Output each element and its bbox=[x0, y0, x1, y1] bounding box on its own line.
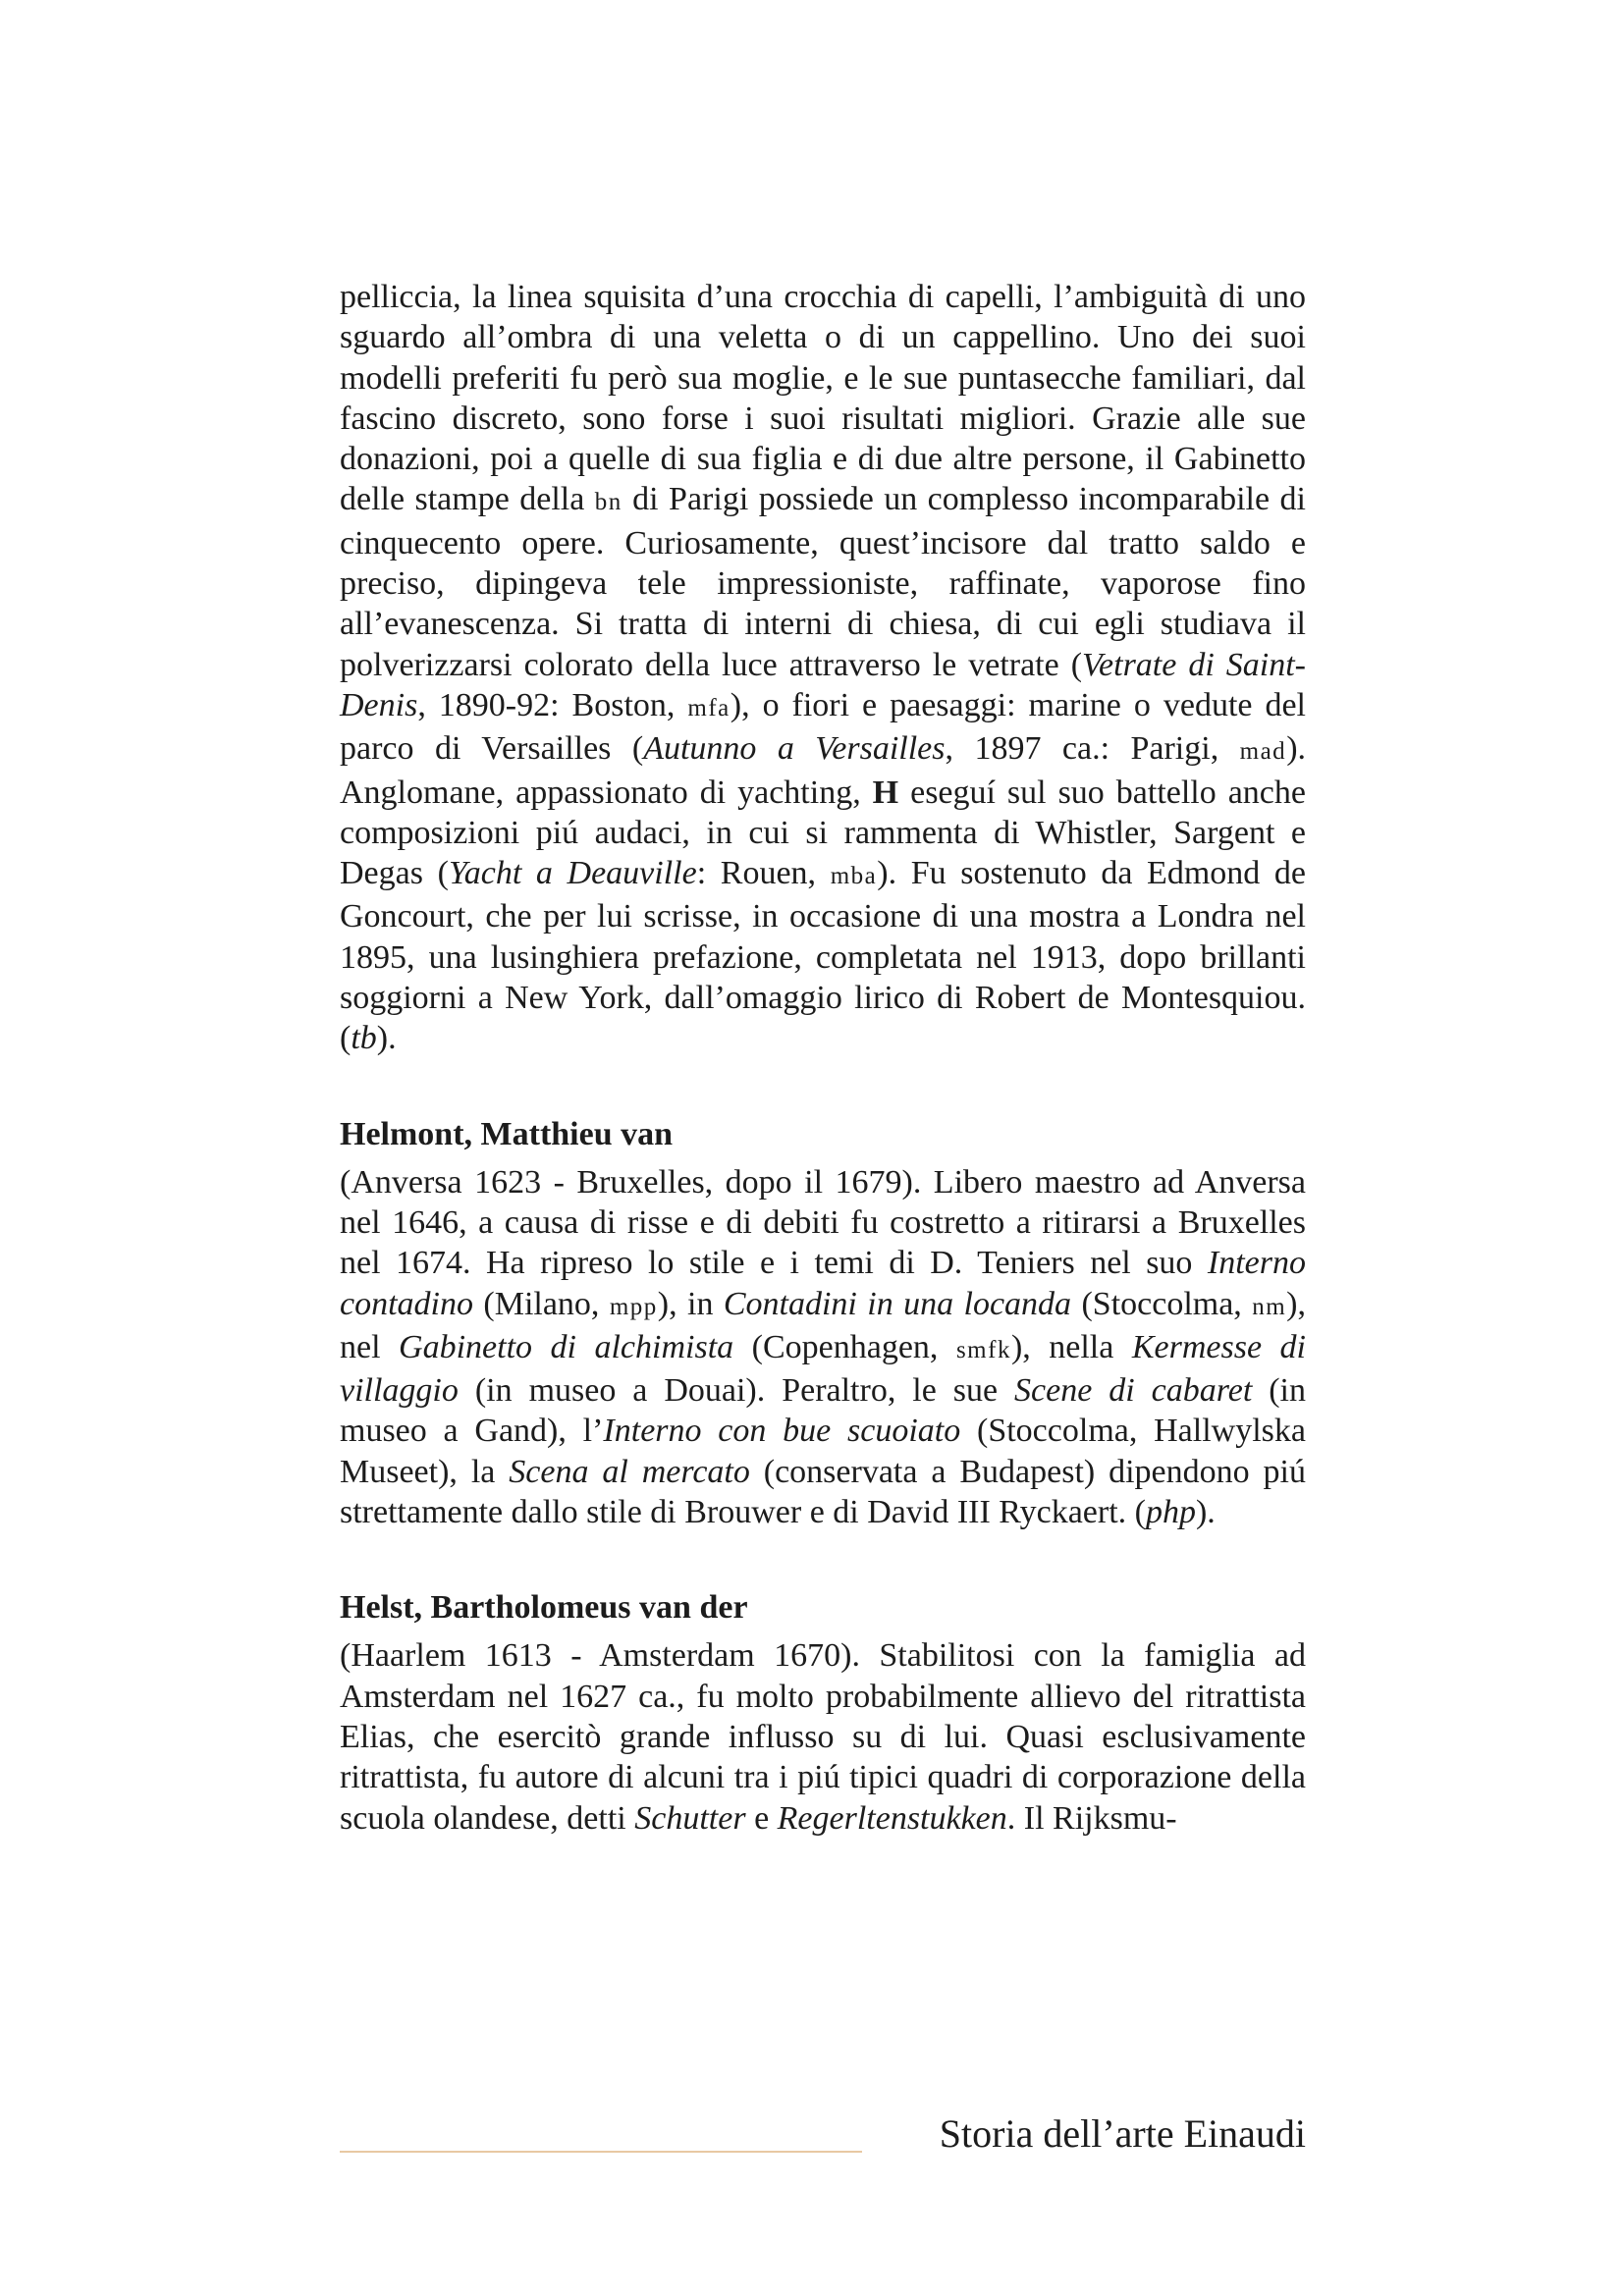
text-run: : Rouen, bbox=[696, 855, 831, 892]
text-run: (Stoccolma, bbox=[1071, 1285, 1253, 1322]
italic-title: tb bbox=[351, 1020, 377, 1057]
text-run: (conservata a Budapest) dipendono piú strettamente dallo stile di Brouwer e di David III Ryckaert. ( bbox=[340, 1453, 1307, 1531]
text-run: di Parigi possiede un complesso incomparabile di cinquecento opere. Curiosamente, quest’incisore dal tratto saldo e preciso, dipingeva tele impressioniste, raffinate, vaporose fino all’evanescenza. Si tratta di interni di chiesa, di cui egli studiava il polverizzarsi colorato della luce attraverso le vetrate ( bbox=[340, 481, 1306, 683]
text-run: ). bbox=[1195, 1494, 1216, 1531]
text-run: ), nel bbox=[340, 1285, 1306, 1365]
italic-title: Interno con bue scuoiato bbox=[603, 1413, 961, 1450]
text-run: (in museo a Gand), l’ bbox=[340, 1372, 1307, 1450]
small-caps-abbreviation: mad bbox=[1239, 738, 1287, 766]
small-caps-abbreviation: smfk bbox=[955, 1336, 1011, 1363]
entry-heading-helmont: Helmont, Matthieu van bbox=[340, 1115, 674, 1152]
small-caps-abbreviation: bn bbox=[594, 489, 622, 516]
page-footer bbox=[340, 2101, 1306, 2160]
text-run: ), nella bbox=[1010, 1328, 1132, 1365]
small-caps-abbreviation: mpp bbox=[609, 1293, 658, 1320]
italic-title: Yacht a Deauville bbox=[448, 855, 697, 892]
text-run: (Anversa 1623 - Bruxelles, dopo il 1679). Libero maestro ad Anversa nel 1646, a causa di risse e di debiti fu costretto a ritirarsi a Bruxelles nel 1674. Ha ripreso lo stile e i temi di D. Teniers nel suo bbox=[340, 1163, 1306, 1282]
italic-title: Contadini in una locanda bbox=[723, 1285, 1072, 1322]
entry-continuation-paragraph bbox=[340, 277, 1306, 1059]
italic-title: php bbox=[1145, 1494, 1196, 1531]
italic-title: Scena al mercato bbox=[509, 1453, 750, 1490]
italic-title: Gabinetto di alchimista bbox=[399, 1328, 734, 1365]
text-run: (Haarlem 1613 - Amsterdam 1670). Stabilitosi con la famiglia ad Amsterdam nel 1627 ca., fu molto probabilmente allievo del ritrattista Elias, che esercitò grande influsso su di lui. Quasi esclusivamente ritrattista, fu autore di alcuni tra i piú tipici quadri di corporazione della scuola olandese, detti bbox=[340, 1637, 1306, 1837]
italic-title: Scene di cabaret bbox=[1014, 1372, 1253, 1410]
text-run: , 1890-92: Boston, bbox=[417, 686, 688, 723]
text-run: e bbox=[745, 1799, 778, 1837]
page-body bbox=[340, 277, 1306, 1839]
text-run: ), o fiori e paesaggi: marine o vedute del parco di Versailles ( bbox=[340, 686, 1306, 768]
text-run: ). Fu sostenuto da Edmond de Goncourt, che per lui scrisse, in occasione di una mostra a Londra nel 1895, una lusinghiera prefazione, completata nel 1913, dopo brillanti soggiorni a New York, dall’omaggio lirico di Robert de Montesquiou. ( bbox=[340, 855, 1307, 1057]
text-run: , 1897 ca.: Parigi, bbox=[945, 730, 1240, 768]
entry-body-helmont bbox=[340, 1162, 1306, 1533]
entry-body-helst bbox=[340, 1635, 1306, 1838]
text-run: eseguí sul suo battello anche composizioni piú audaci, in cui si rammenta di Whistler, Sargent e Degas ( bbox=[340, 774, 1306, 892]
text-run: (in museo a Douai). Peraltro, le sue bbox=[458, 1372, 1015, 1410]
text-run: (Stoccolma, Hallwylska Museet), la bbox=[340, 1413, 1306, 1490]
italic-title: Kermesse di villaggio bbox=[340, 1328, 1306, 1410]
small-caps-abbreviation: mba bbox=[830, 863, 878, 890]
italic-title: Autunno a Versailles bbox=[643, 730, 946, 768]
italic-title: Interno contadino bbox=[340, 1245, 1306, 1322]
text-run: ). bbox=[376, 1020, 397, 1057]
footer-rule bbox=[340, 2151, 862, 2153]
text-run: . Il Rijksmu- bbox=[1006, 1799, 1177, 1837]
text-run: (Copenhagen, bbox=[733, 1328, 956, 1365]
italic-title: Schutter bbox=[634, 1799, 746, 1837]
entry-heading-helst: Helst, Bartholomeus van der bbox=[340, 1589, 748, 1627]
bold-initial: H bbox=[872, 774, 899, 811]
text-run: ). Anglomane, appassionato di yachting, bbox=[340, 730, 1307, 811]
footer-publication-title: Storia dell’arte Einaudi bbox=[939, 2111, 1306, 2156]
italic-title: Vetrate di Saint-Denis bbox=[340, 646, 1306, 723]
small-caps-abbreviation: nm bbox=[1252, 1293, 1287, 1320]
small-caps-abbreviation: mfa bbox=[687, 694, 730, 721]
text-run: ), in bbox=[657, 1285, 724, 1322]
text-run: (Milano, bbox=[472, 1285, 610, 1322]
italic-title: Regerltenstukken bbox=[777, 1799, 1007, 1837]
text-run: pelliccia, la linea squisita d’una crocchia di capelli, l’ambiguità di uno sguardo all’ombra di una veletta o di un cappellino. Uno dei suoi modelli preferiti fu però sua moglie, e le sue puntasecche familiari, dal fascino discreto, sono forse i suoi risultati migliori. Grazie alle sue donazioni, poi a quelle di sua figlia e di due altre persone, il Gabinetto delle stampe della bbox=[340, 279, 1306, 518]
